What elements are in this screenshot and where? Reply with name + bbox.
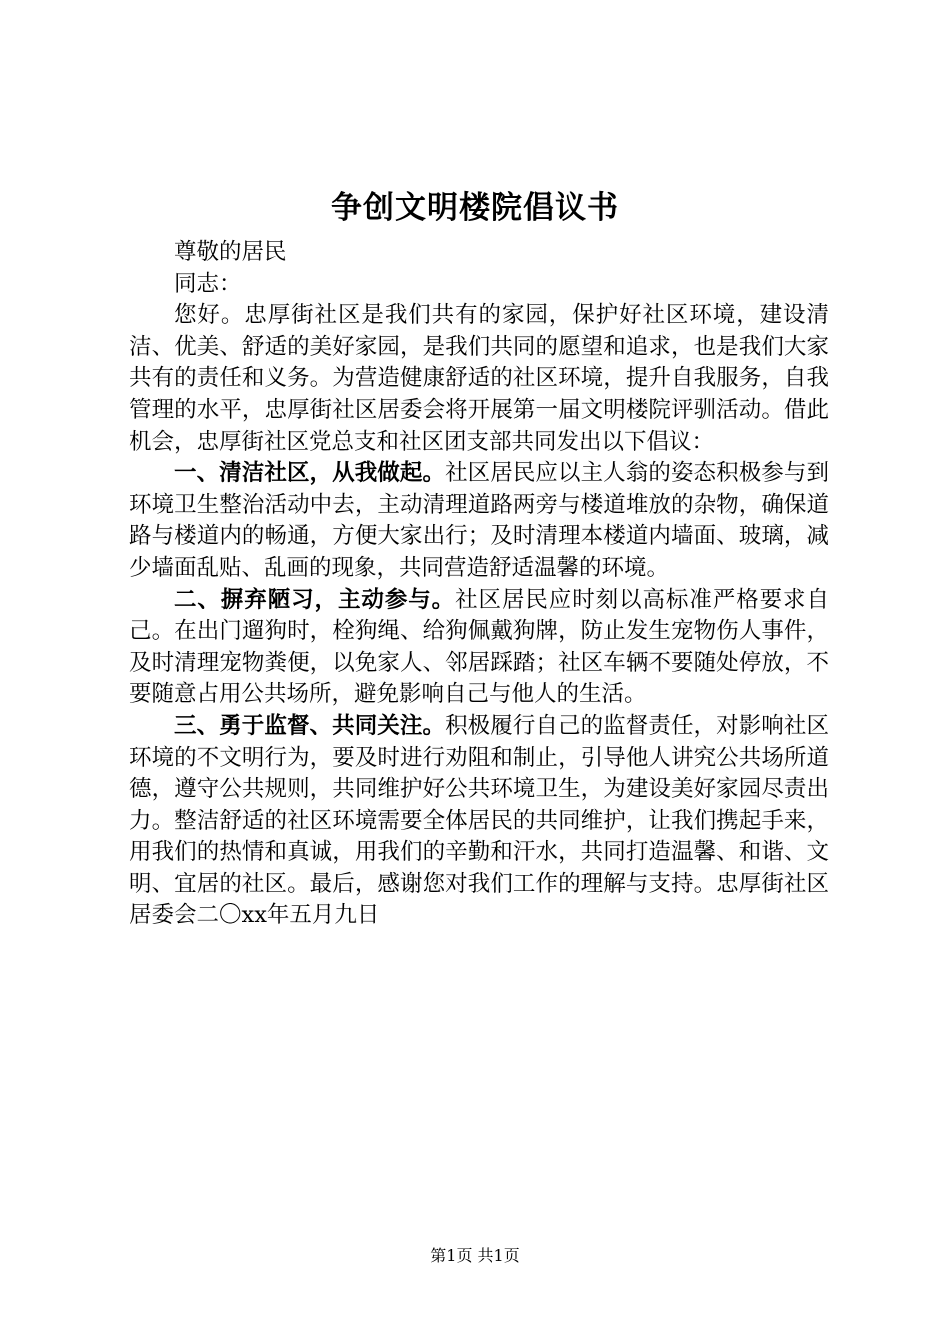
proposal-item-1-heading: 一、清洁社区，从我做起。 <box>174 460 446 487</box>
document-body <box>129 237 829 932</box>
proposal-item-3-text: 积极履行自己的监督责任，对影响社区环境的不文明行为，要及时进行劝阻和制止，引导他人讲究公共场所道德，遵守公共规则，共同维护好公共环境卫生，为建设美好家园尽责出力。整洁舒适的社区环境需要全体居民的共同维护，让我们携起手来，用我们的热情和真诚，用我们的辛勤和汗水，共同打造温馨、和谐、文明、宜居的社区。最后，感谢您对我们工作的理解与支持。忠厚街社区居委会二〇xx年五月九日 <box>129 712 829 929</box>
proposal-item-1 <box>129 458 829 584</box>
page-number-footer: 第1页 共1页 <box>430 1246 520 1265</box>
intro-paragraph: 您好。忠厚街社区是我们共有的家园，保护好社区环境，建设清洁、优美、舒适的美好家园，是我们共同的愿望和追求，也是我们大家共有的责任和义务。为营造健康舒适的社区环境，提升自我服务，自我管理的水平，忠厚街社区居委会将开展第一届文明楼院评驯活动。借此机会，忠厚街社区党总支和社区团支部共同发出以下倡议： <box>129 302 829 455</box>
proposal-item-2-heading: 二、摒弃陋习，主动参与。 <box>174 586 456 613</box>
salutation-line-1: 尊敬的居民 <box>174 239 287 265</box>
proposal-item-3 <box>129 711 829 932</box>
salutation-line-2: 同志： <box>174 270 242 297</box>
proposal-item-2-text: 社区居民应时刻以高标准严格要求自己。在出门遛狗时，栓狗绳、给狗佩戴狗牌，防止发生宠物伤人事件，及时清理宠物粪便，以免家人、邻居踩踏；社区车辆不要随处停放，不要随意占用公共场所，避免影响自己与他人的生活。 <box>129 586 829 708</box>
proposal-item-3-heading: 三、勇于监督、共同关注。 <box>174 712 446 739</box>
proposal-item-2 <box>129 585 829 711</box>
page-title: 争创文明楼院倡议书 <box>331 190 619 226</box>
proposal-item-1-text: 社区居民应以主人翁的姿态积极参与到环境卫生整治活动中去，主动清理道路两旁与楼道堆放的杂物，确保道路与楼道内的畅通，方便大家出行；及时清理本楼道内墙面、玻璃，减少墙面乱贴、乱画的现象，共同营造舒适温馨的环境。 <box>129 460 829 581</box>
